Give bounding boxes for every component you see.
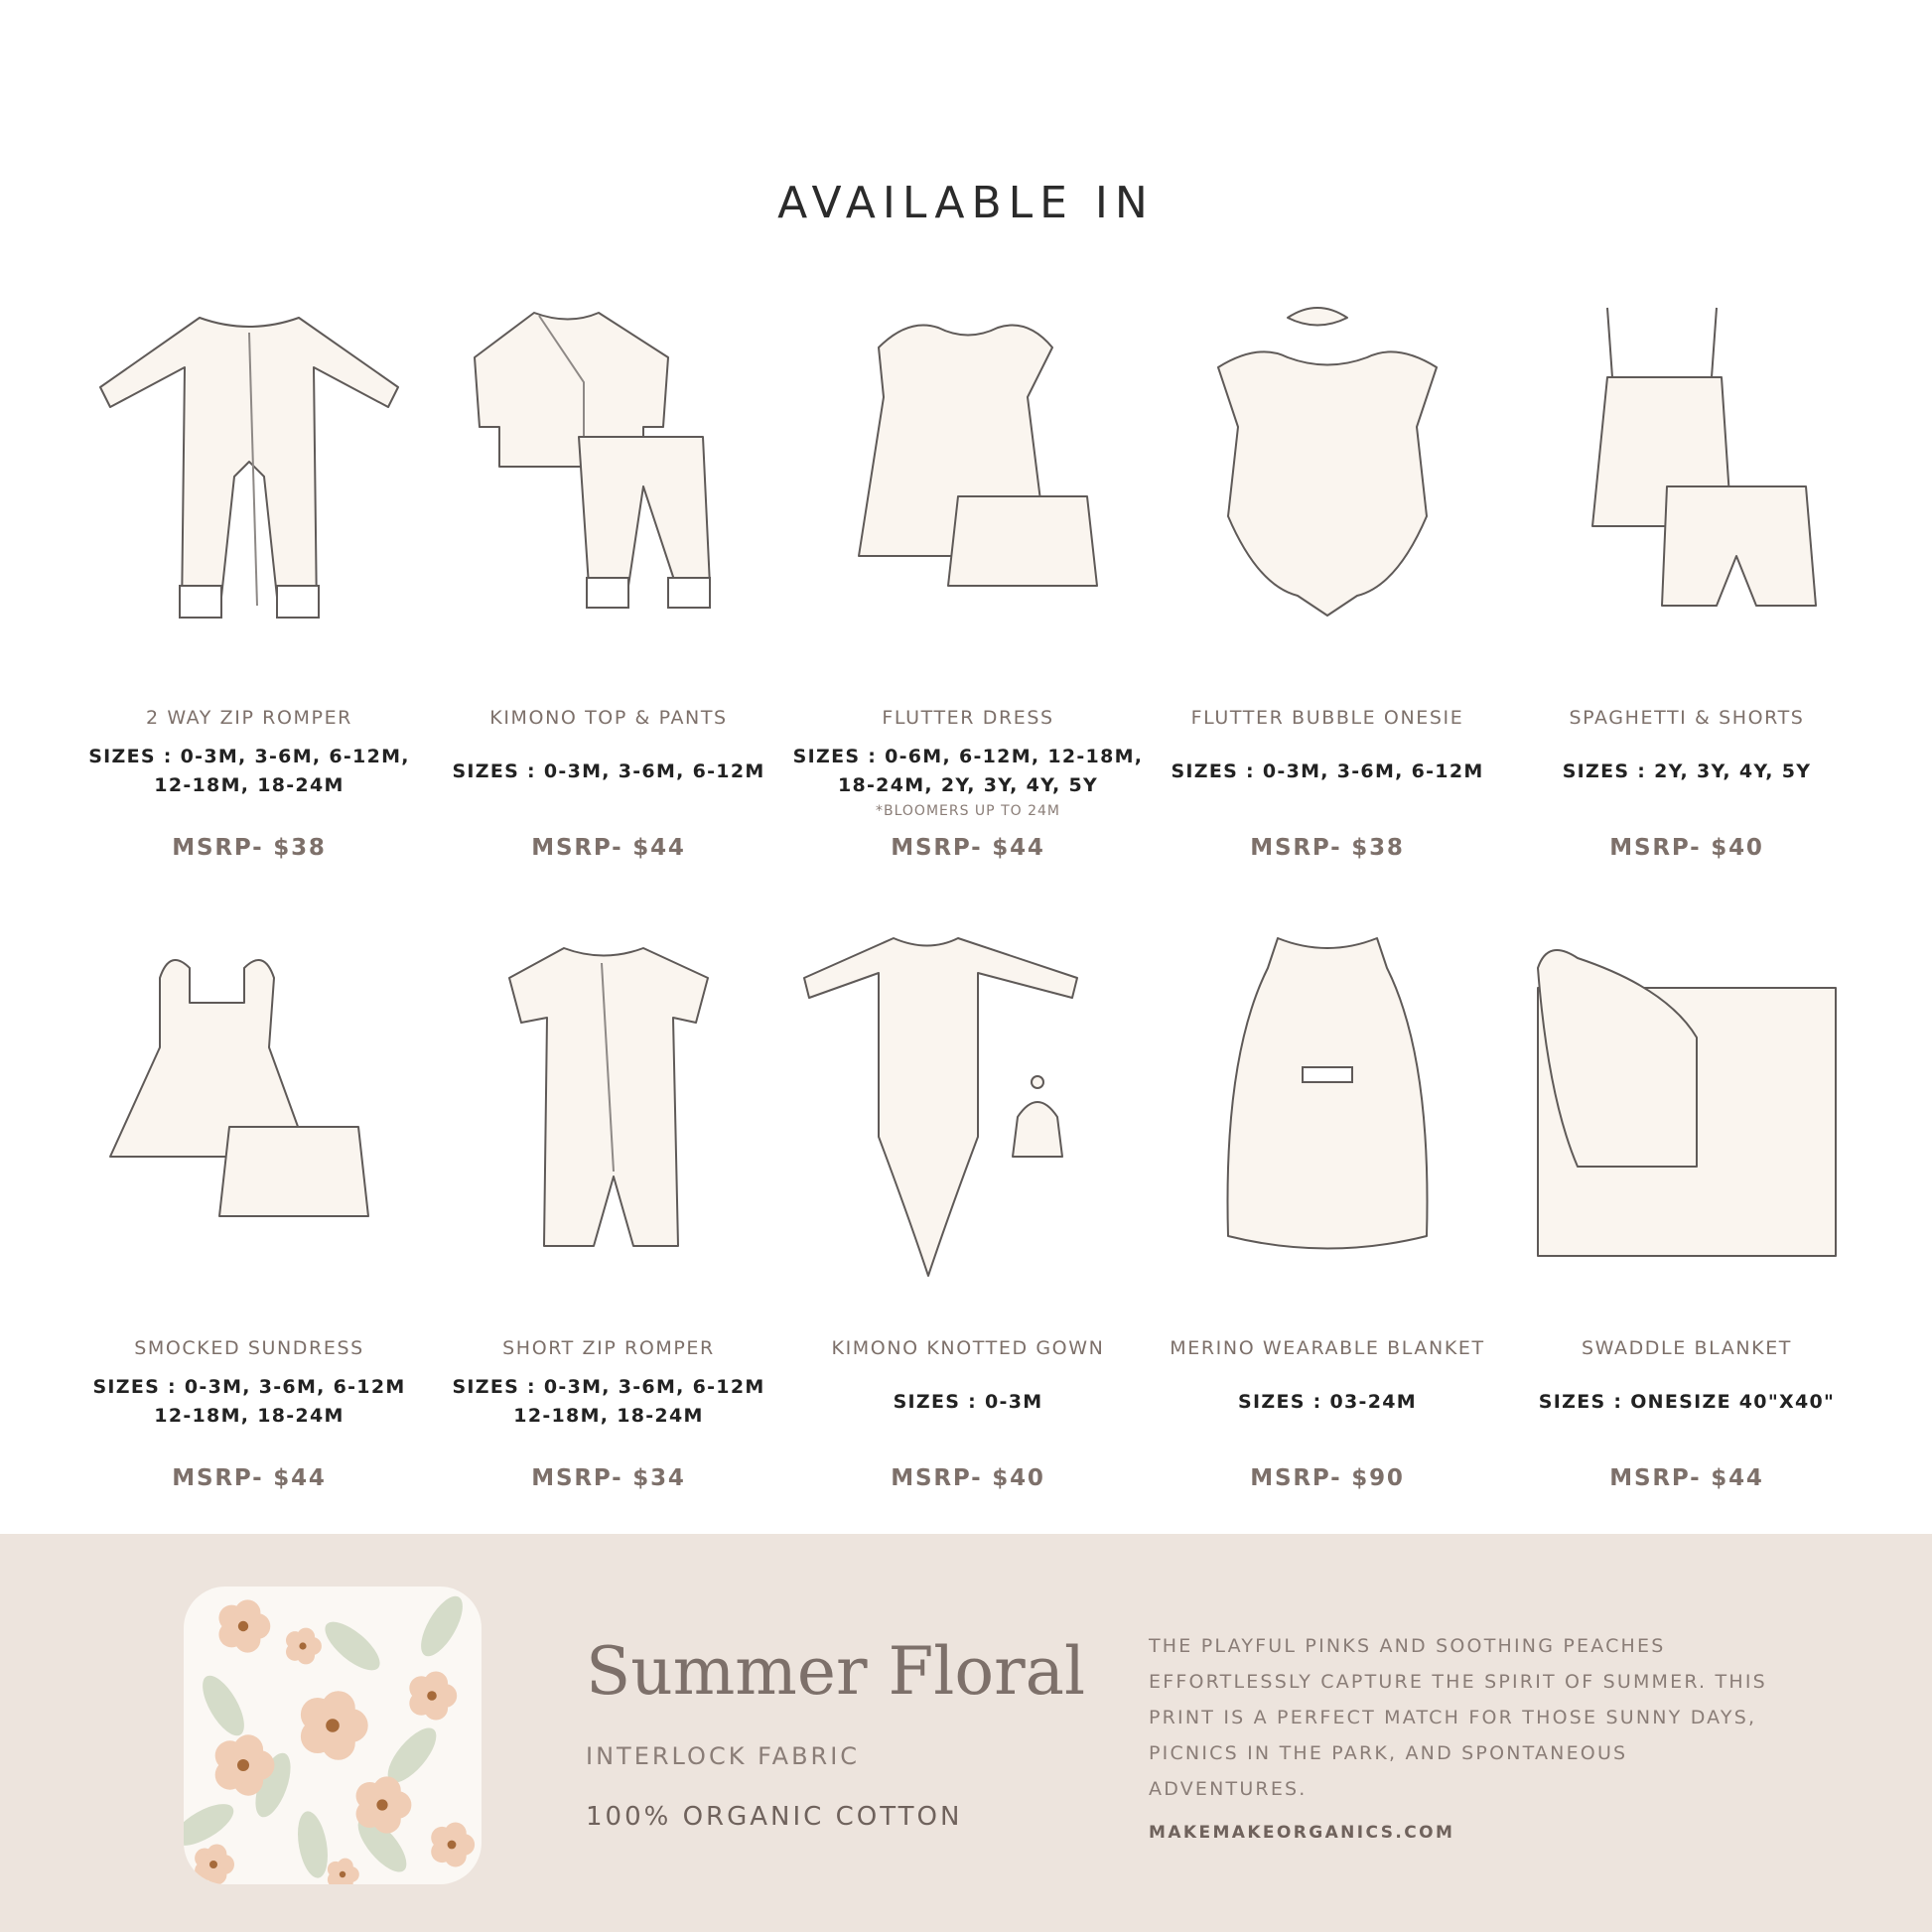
product-sizes: SIZES : 0-3M, 3-6M, 6-12M, 12-18M, 18-24M xyxy=(88,746,410,796)
page-heading: AVAILABLE IN xyxy=(777,178,1155,229)
product-name: SPAGHETTI & SHORTS xyxy=(1569,707,1805,729)
product-sizes: SIZES : 2Y, 3Y, 4Y, 5Y xyxy=(1562,759,1812,782)
product-card xyxy=(429,918,788,1549)
smocked-sundress-icon xyxy=(80,918,418,1286)
website-link[interactable]: MAKEMAKEORGANICS.COM xyxy=(1149,1823,1455,1843)
product-name: SHORT ZIP ROMPER xyxy=(502,1337,715,1359)
product-note: *BLOOMERS UP TO 24M xyxy=(876,803,1060,819)
product-card xyxy=(69,918,429,1549)
product-card xyxy=(69,288,429,918)
product-card xyxy=(1507,288,1866,918)
product-grid xyxy=(69,288,1866,1549)
product-price: MSRP- $44 xyxy=(531,835,686,861)
product-card xyxy=(1507,918,1866,1549)
short-zip-romper-icon xyxy=(440,918,777,1286)
print-name: Summer Floral xyxy=(586,1633,1086,1710)
product-name: FLUTTER DRESS xyxy=(882,707,1054,729)
product-price: MSRP- $90 xyxy=(1250,1465,1405,1491)
product-sizes: SIZES : 0-6M, 6-12M, 12-18M, 18-24M, 2Y, 3Y, 4Y, 5Y xyxy=(792,746,1144,796)
product-sizes: SIZES : 0-3M, 3-6M, 6-12M xyxy=(1171,759,1484,782)
product-name: FLUTTER BUBBLE ONESIE xyxy=(1190,707,1464,729)
product-card xyxy=(429,288,788,918)
product-sizes: SIZES : ONESIZE 40"X40" xyxy=(1538,1390,1836,1413)
product-sizes: SIZES : 0-3M, 3-6M, 6-12M 12-18M, 18-24M xyxy=(92,1376,406,1427)
floral-swatch-icon xyxy=(184,1587,482,1884)
flutter-dress-icon xyxy=(799,288,1137,655)
product-card xyxy=(1148,288,1507,918)
zip-romper-icon xyxy=(80,288,418,655)
product-price: MSRP- $34 xyxy=(531,1465,686,1491)
product-card xyxy=(1148,918,1507,1549)
wearable-blanket-icon xyxy=(1159,918,1496,1286)
product-sizes: SIZES : 0-3M xyxy=(893,1390,1043,1413)
product-price: MSRP- $44 xyxy=(1609,1465,1764,1491)
kimono-top-pants-icon xyxy=(440,288,777,655)
material-label: 100% ORGANIC COTTON xyxy=(586,1802,963,1832)
print-description: THE PLAYFUL PINKS AND SOOTHING PEACHES EFFORTLESSLY CAPTURE THE SPIRIT OF SUMMER. THIS PRINT IS A PERFECT MATCH FOR THOSE SUNNY DAYS, PICNICS IN THE PARK, AND SPONTANEOUS ADVENTURES. xyxy=(1149,1635,1767,1800)
product-price: MSRP- $40 xyxy=(891,1465,1045,1491)
product-name: SMOCKED SUNDRESS xyxy=(134,1337,364,1359)
product-price: MSRP- $44 xyxy=(891,835,1045,861)
product-name: KIMONO TOP & PANTS xyxy=(489,707,728,729)
knotted-gown-icon xyxy=(799,918,1137,1286)
product-sizes: SIZES : 0-3M, 3-6M, 6-12M xyxy=(452,759,765,782)
print-feature-band xyxy=(0,1534,1932,1932)
product-name: SWADDLE BLANKET xyxy=(1581,1337,1793,1359)
product-price: MSRP- $44 xyxy=(172,1465,327,1491)
swaddle-blanket-icon xyxy=(1518,918,1856,1286)
product-card xyxy=(788,288,1148,918)
bubble-onesie-icon xyxy=(1159,288,1496,655)
product-price: MSRP- $40 xyxy=(1609,835,1764,861)
product-name: KIMONO KNOTTED GOWN xyxy=(831,1337,1105,1359)
fabric-type: INTERLOCK FABRIC xyxy=(586,1742,861,1770)
product-price: MSRP- $38 xyxy=(1250,835,1405,861)
product-card xyxy=(788,918,1148,1549)
product-name: 2 WAY ZIP ROMPER xyxy=(146,707,352,729)
spaghetti-shorts-icon xyxy=(1518,288,1856,655)
product-sizes: SIZES : 0-3M, 3-6M, 6-12M 12-18M, 18-24M xyxy=(452,1376,765,1427)
product-name: MERINO WEARABLE BLANKET xyxy=(1170,1337,1485,1359)
product-price: MSRP- $38 xyxy=(172,835,327,861)
product-sizes: SIZES : 03-24M xyxy=(1238,1390,1417,1413)
